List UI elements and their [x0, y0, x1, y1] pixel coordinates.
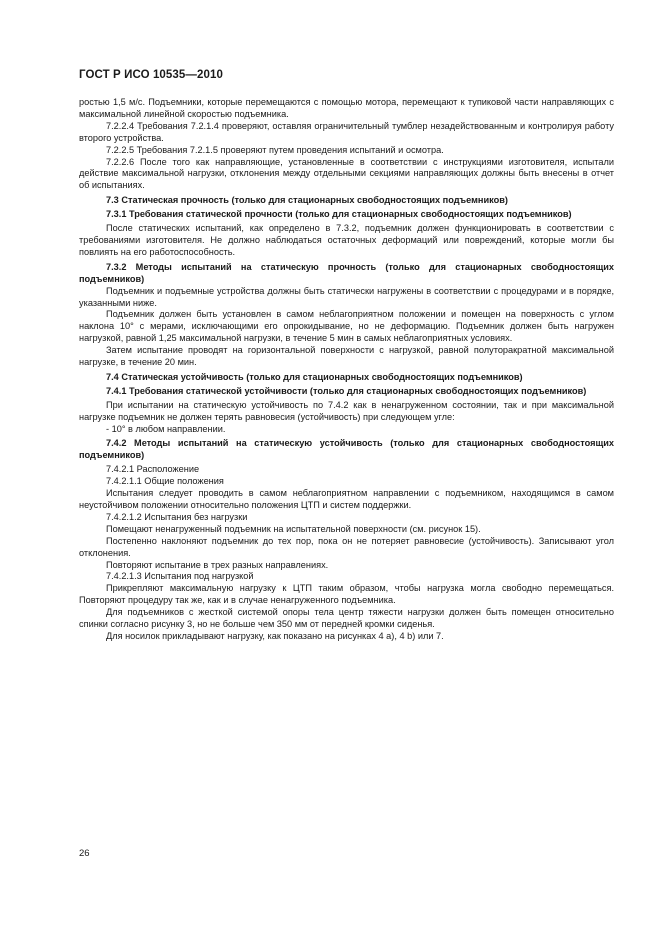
paragraph: 7.2.2.6 После того как направляющие, установленные в соответствии с инструкциями изготовителя, испытали действие максимальной нагрузки, отклонения между отдельными секциями направляющих должны быть внесены в отчет об испытаниях. [79, 156, 614, 191]
paragraph: ростью 1,5 м/с. Подъемники, которые перемещаются с помощью мотора, перемещают к тупиковой части направляющих с максимальной линейной скоростью подъемника. [79, 97, 614, 119]
paragraph: Испытания следует проводить в самом неблагоприятном направлении с подъемником, находящимся в самом неустойчивом положении относительно положения ЦТП и систем поддержки. [79, 488, 614, 510]
paragraph: Прикрепляют максимальную нагрузку к ЦТП таким образом, чтобы нагрузка могла свободно перемещаться. Повторяют процедуру так же, как и в случае ненагруженного подъемника. [79, 583, 614, 606]
paragraph: Для подъемников с жесткой системой опоры тела центр тяжести нагрузки должен быть помещен относительно спинки согласно рисунку 3, но не больше чем 350 мм от передней кромки сиденья. [79, 607, 614, 630]
subsection-heading: 7.4.1 Требования статической устойчивости (только для стационарных свободностоящих подъемников) [106, 385, 587, 396]
paragraph: 7.2.2.4 Требования 7.2.1.4 проверяют, оставляя ограничительный тумблер незадействованным и контролируя работу второго устройства. [79, 120, 614, 143]
paragraph: Помещают ненагруженный подъемник на испытательной поверхности (см. рисунок 15). [106, 523, 481, 534]
page-number: 26 [79, 848, 90, 859]
paragraph: Подъемник должен быть установлен в самом неблагоприятном положении и помещен на поверхность с углом наклона 10° с мерами, исключающими его опрокидывание, но не деформацию. Подъемник должен быть нагружен нагрузкой, равной 1,25 максимальной нагрузки, в течение 5 мин в самых неблагоприятных условиях. [79, 309, 614, 344]
section-heading: 7.3 Статическая прочность (только для стационарных свободностоящих подъемников) [106, 195, 508, 206]
paragraph: Постепенно наклоняют подъемник до тех пор, пока он не потеряет равновесие (устойчивость). Записывают угол отклонения. [79, 535, 614, 558]
paragraph: Для носилок прикладывают нагрузку, как показано на рисунках 4 a), 4 b) или 7. [106, 630, 444, 641]
clause-heading: 7.4.2.1.3 Испытания под нагрузкой [106, 571, 254, 582]
paragraph: Затем испытание проводят на горизонтальной поверхности с нагрузкой, равной полуторакратной максимальной нагрузке, в течение 20 мин. [79, 345, 614, 368]
paragraph: Повторяют испытание в трех разных направлениях. [106, 559, 329, 570]
clause-heading: 7.4.2.1.2 Испытания без нагрузки [106, 511, 248, 522]
subsection-heading: 7.3.1 Требования статической прочности (только для стационарных свободностоящих подъемников) [106, 209, 572, 220]
subsection-heading: 7.4.2 Методы испытаний на статическую устойчивость (только для стационарных свободностоящих подъемников) [79, 438, 614, 461]
paragraph: После статических испытаний, как определено в 7.3.2, подъемник должен функционировать в соответствии с требованиями изготовителя. Не должно наблюдаться остаточных деформаций или повреждений, которые могли бы повлиять на его работоспособность. [79, 223, 614, 257]
paragraph: Подъемник и подъемные устройства должны быть статически нагружены в соответствии с процедурами и в порядке, указанными ниже. [79, 285, 614, 308]
document-header: ГОСТ Р ИСО 10535—2010 [79, 69, 224, 81]
paragraph: 7.2.2.5 Требования 7.2.1.5 проверяют путем проведения испытаний и осмотра. [106, 144, 444, 155]
section-heading: 7.4 Статическая устойчивость (только для стационарных свободностоящих подъемников) [106, 371, 523, 382]
list-item: - 10° в любом направлении. [106, 423, 226, 434]
subsection-heading: 7.3.2 Методы испытаний на статическую прочность (только для стационарных свободностоящих подъемников) [79, 261, 614, 284]
clause-heading: 7.4.2.1.1 Общие положения [106, 476, 224, 487]
clause-heading: 7.4.2.1 Расположение [106, 464, 200, 475]
paragraph: При испытании на статическую устойчивость по 7.4.2 как в ненагруженном состоянии, так и при максимальной нагрузке подъемник не должен терять равновесия (устойчивость) при следующем угле: [79, 399, 614, 422]
document-body [79, 97, 614, 643]
